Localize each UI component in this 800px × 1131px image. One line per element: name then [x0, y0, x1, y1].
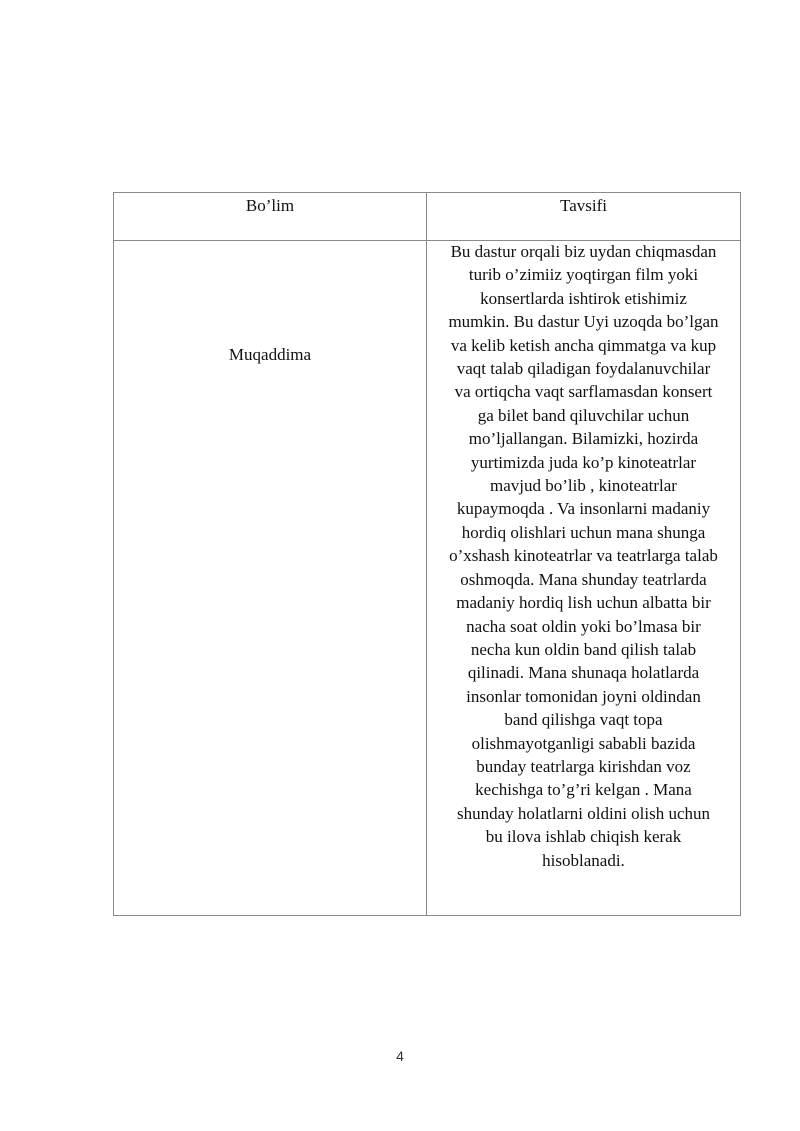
table-cell [114, 241, 427, 916]
header-label-section: Bo’lim [245, 196, 295, 215]
table-header-cell [114, 193, 427, 241]
table-cell [427, 241, 741, 916]
page-number: 4 [396, 1048, 404, 1064]
section-description: Bu dastur orqali biz uydan chiqmasdan turib o’zimiiz yoqtirgan film yoki konsertlarda ishtirok etishimiz mumkin. Bu dastur Uyi uzoqda bo’lgan va kelib ketish ancha qimmatga va kup vaqt talab qiladigan foydalanuvchilar va ortiqcha vaqt sarflamasdan konsert ga bilet band qiluvchilar uchun mo’ljallangan. Bilamizki, hozirda yurtimizda juda ko’p kinoteatrlar mavjud bo’lib , kinoteatrlar kupaymoqda . Va insonlarni madaniy hordiq olishlari uchun mana shunga o’xshash kinoteatrlar va teatrlarga talab oshmoqda. Mana shunday teatrlarda madaniy hordiq lish uchun albatta bir nacha soat oldin yoki bo’lmasa bir necha kun oldin band qilish talab qilinadi. Mana shunaqa holatlarda insonlar tomonidan joyni oldindan band qilishga vaqt topa olishmayotganligi sababli bazida bunday teatrlarga kirishdan voz kechishga to’g’ri kelgan . Mana shunday holatlarni oldini olish uchun bu ilova ishlab chiqish kerak hisoblanadi. [448, 242, 719, 870]
table-header-row [114, 193, 741, 241]
table-header-cell [427, 193, 741, 241]
header-label-description: Tavsifi [560, 196, 607, 215]
section-name: Muqaddima [228, 345, 312, 364]
document-table [113, 192, 741, 916]
table-row [114, 241, 741, 916]
